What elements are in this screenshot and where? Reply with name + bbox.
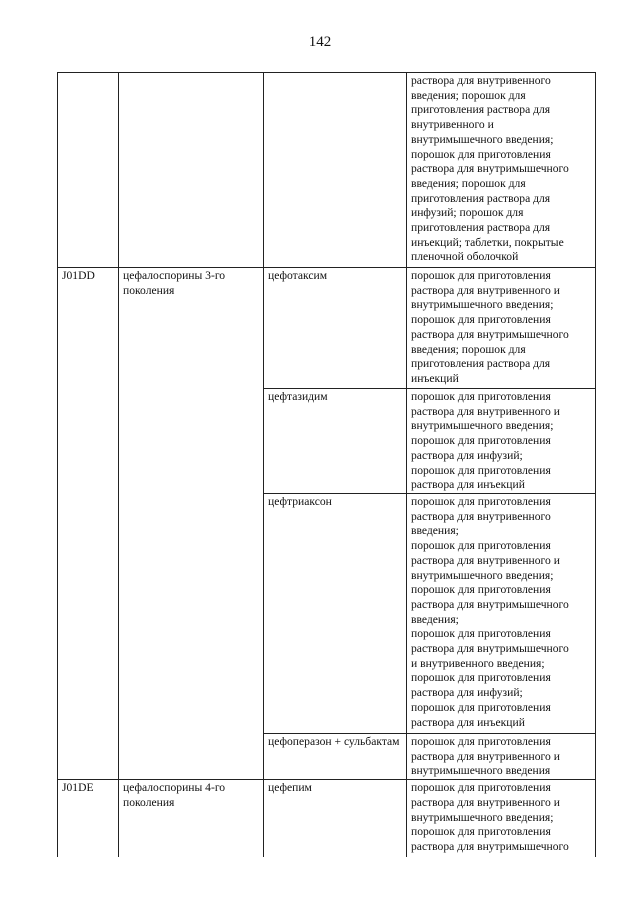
dosage-form-line: раствора для внутривенного — [411, 509, 551, 523]
dosage-form-line: раствора для внутривенного и — [411, 553, 560, 567]
dosage-form-line: раствора для внутримышечного — [411, 597, 569, 611]
table-row — [58, 268, 596, 389]
dosage-form-line: раствора для внутримышечного — [411, 327, 569, 341]
drug-name-cell: цефоперазон + сульбактам — [264, 734, 407, 780]
dosage-forms-cell — [407, 73, 596, 268]
dosage-form-line: раствора для внутривенного и — [411, 749, 560, 763]
dosage-form-line: инфузий; порошок для — [411, 206, 524, 220]
dosage-form-line: введения; — [411, 612, 459, 626]
drug-table — [57, 72, 596, 857]
dosage-form-line: раствора для внутримышечного — [411, 642, 569, 656]
dosage-form-line: порошок для приготовления — [411, 735, 551, 748]
dosage-forms-cell — [407, 780, 596, 857]
dosage-form-line: пленочной оболочкой — [411, 250, 519, 264]
dosage-form-line: раствора для инфузий; — [411, 448, 523, 462]
table-row — [58, 73, 596, 268]
atc-code-cell — [58, 73, 119, 268]
dosage-forms-cell — [407, 268, 596, 389]
dosage-form-line: порошок для приготовления — [411, 583, 551, 597]
drug-name-cell: цефтазидим — [264, 389, 407, 494]
dosage-form-line: раствора для инъекций — [411, 715, 525, 729]
dosage-form-line: приготовления раствора для — [411, 221, 551, 235]
dosage-form-line: порошок для приготовления — [411, 313, 551, 327]
dosage-form-line: внутримышечного введения; — [411, 810, 554, 824]
dosage-form-line: внутримышечного введения — [411, 764, 551, 778]
drug-name-cell: цефотаксим — [264, 268, 407, 389]
dosage-form-line: введения; — [411, 524, 459, 538]
dosage-form-line: порошок для приготовления — [411, 825, 551, 839]
dosage-form-line: внутримышечного введения; — [411, 132, 554, 146]
dosage-form-line: и внутривенного введения; — [411, 656, 545, 670]
dosage-form-line: приготовления раствора для — [411, 103, 551, 117]
dosage-form-line: введения; порошок для — [411, 342, 526, 356]
dosage-form-line: раствора для внутривенного и — [411, 283, 560, 297]
dosage-form-line: порошок для приготовления — [411, 539, 551, 553]
dosage-form-line: порошок для приготовления — [411, 495, 551, 508]
drug-name-cell — [264, 73, 407, 268]
group-name-cell: цефалоспорины 3-го поколения — [119, 268, 264, 780]
dosage-form-line: порошок для приготовления — [411, 463, 551, 477]
dosage-form-line: порошок для приготовления — [411, 269, 551, 282]
dosage-form-line: приготовления раствора для — [411, 357, 551, 371]
dosage-form-line: внутримышечного введения; — [411, 568, 554, 582]
dosage-form-line: порошок для приготовления — [411, 671, 551, 685]
dosage-form-line: раствора для внутримышечного — [411, 162, 569, 176]
dosage-form-line: порошок для приготовления — [411, 627, 551, 641]
dosage-form-line: раствора для инфузий; — [411, 686, 523, 700]
atc-code-cell: J01DD — [58, 268, 119, 780]
dosage-forms-cell — [407, 734, 596, 780]
dosage-form-line: раствора для внутривенного и — [411, 795, 560, 809]
group-name-cell — [119, 73, 264, 268]
dosage-form-line: инъекций — [411, 371, 459, 385]
page-number: 142 — [308, 34, 332, 50]
dosage-forms-cell — [407, 389, 596, 494]
dosage-form-line: раствора для внутривенного и — [411, 404, 560, 418]
dosage-form-line: порошок для приготовления — [411, 390, 551, 403]
dosage-form-line: порошок для приготовления — [411, 434, 551, 448]
dosage-form-line: инъекций; таблетки, покрытые — [411, 235, 564, 249]
dosage-form-line: порошок для приготовления — [411, 781, 551, 795]
dosage-forms-cell — [407, 494, 596, 734]
drug-name-cell: цефтриаксон — [264, 494, 407, 734]
table-row — [58, 780, 596, 857]
dosage-form-line: введения; порошок для — [411, 88, 526, 102]
dosage-form-line: раствора для внутримышечного — [411, 839, 569, 853]
dosage-form-line: внутривенного и — [411, 118, 494, 132]
drug-name-cell: цефепим — [264, 780, 407, 857]
atc-code-cell: J01DE — [58, 780, 119, 857]
dosage-form-line: раствора для инъекций — [411, 478, 525, 492]
dosage-form-line: приготовления раствора для — [411, 191, 551, 205]
group-name-cell: цефалоспорины 4-го поколения — [119, 780, 264, 857]
dosage-form-line: введения; порошок для — [411, 176, 526, 190]
dosage-form-line: раствора для внутривенного — [411, 74, 551, 87]
dosage-form-line: порошок для приготовления — [411, 700, 551, 714]
dosage-form-line: порошок для приготовления — [411, 147, 551, 161]
dosage-form-line: внутримышечного введения; — [411, 419, 554, 433]
dosage-form-line: внутримышечного введения; — [411, 298, 554, 312]
